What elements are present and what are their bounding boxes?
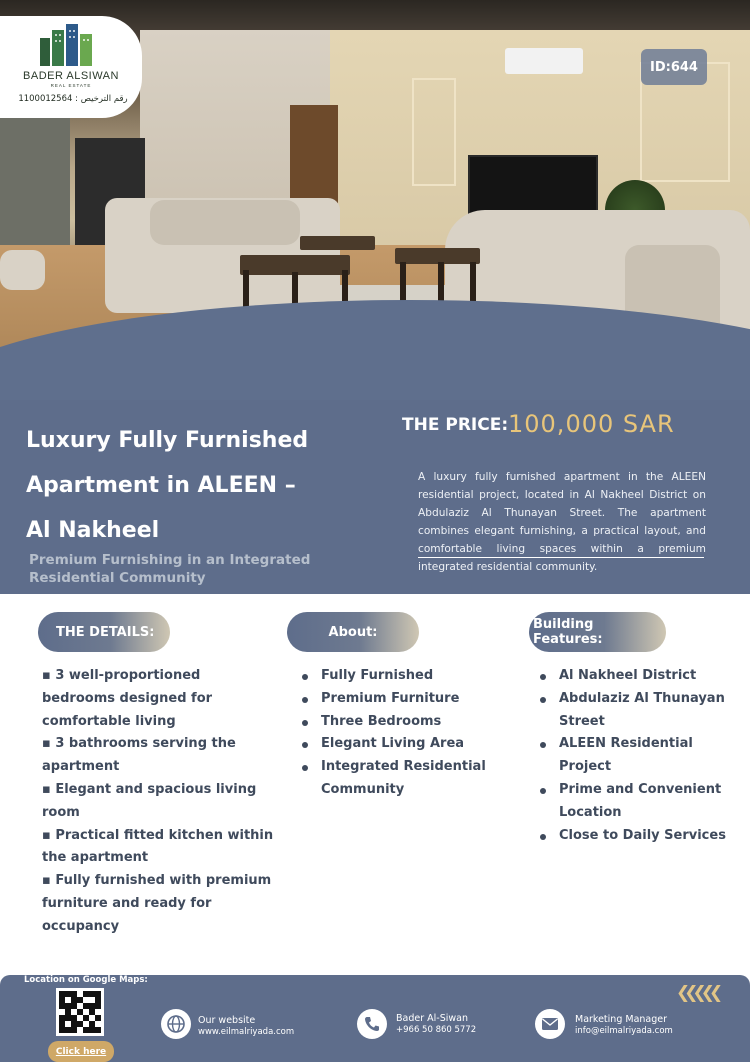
license-number: رقم الترخيص : 1100012564 bbox=[18, 94, 128, 104]
sofa-edge bbox=[0, 250, 45, 290]
mail-glyph bbox=[541, 1017, 559, 1031]
details-heading: THE DETAILS: bbox=[38, 612, 170, 652]
phone-glyph bbox=[363, 1015, 381, 1033]
about-item: Elegant Living Area bbox=[299, 733, 519, 756]
title-line: Luxury Fully Furnished bbox=[26, 428, 309, 453]
chevrons-decoration: ❮❮❮❮❮ bbox=[676, 983, 718, 1003]
detail-item: ▪ Elegant and spacious living room bbox=[42, 781, 257, 820]
air-conditioner bbox=[505, 48, 583, 74]
brand-name: BADER ALSIWAN bbox=[23, 70, 119, 82]
detail-item: ▪ Fully furnished with premium furniture and ready for occupancy bbox=[42, 873, 272, 934]
building-logo-icon bbox=[36, 24, 98, 68]
price-label: THE PRICE: bbox=[402, 415, 509, 435]
listing-description: A luxury fully furnished apartment in the ALEEN residential project, located in Al Nakheel District on Abdulaziz Al Thunayan Street. The apartment combines elegant furnishing, a practical layout, and comfortable living spaces within a premium integrated residential community. bbox=[418, 471, 706, 573]
about-item: Fully Furnished bbox=[299, 665, 519, 688]
about-item: Three Bedrooms bbox=[299, 711, 519, 734]
contact-phone[interactable]: +966 50 860 5772 bbox=[396, 1025, 477, 1035]
about-item: Premium Furniture bbox=[299, 688, 519, 711]
mail-icon bbox=[535, 1009, 565, 1039]
sofa-cushions bbox=[150, 200, 300, 245]
listing-subtitle: Premium Furnishing in an Integrated Residential Community bbox=[29, 552, 311, 586]
globe-icon bbox=[161, 1009, 191, 1039]
about-list bbox=[299, 665, 519, 802]
features-heading: Building Features: bbox=[529, 612, 666, 652]
description-underline bbox=[418, 557, 704, 558]
manager-title: Marketing Manager bbox=[575, 1014, 668, 1025]
details-list bbox=[42, 665, 277, 939]
logo-card bbox=[0, 16, 142, 118]
features-list bbox=[537, 665, 747, 847]
feature-item: ALEEN Residential Project bbox=[537, 733, 747, 779]
maps-label: Location on Google Maps: bbox=[24, 975, 148, 985]
globe-glyph bbox=[166, 1014, 186, 1034]
price-value: 100,000 SAR bbox=[508, 410, 675, 438]
about-item: Integrated Residential Community bbox=[299, 756, 519, 802]
detail-item: ▪ 3 well-proportioned bedrooms designed for comfortable living bbox=[42, 668, 213, 729]
phone-icon bbox=[357, 1009, 387, 1039]
about-heading: About: bbox=[287, 612, 419, 652]
detail-item: ▪ Practical fitted kitchen within the apartment bbox=[42, 827, 274, 866]
title-line: Apartment in ALEEN – bbox=[26, 473, 296, 498]
feature-item: Prime and Convenient Location bbox=[537, 779, 747, 825]
click-here-button[interactable]: Click here bbox=[48, 1041, 114, 1062]
listing-id-badge: ID:644 bbox=[641, 49, 707, 85]
feature-item: Al Nakheel District bbox=[537, 665, 747, 688]
contact-name: Bader Al-Siwan bbox=[396, 1013, 468, 1024]
brand-tagline: REAL ESTATE bbox=[50, 83, 92, 88]
listing-title bbox=[26, 418, 356, 553]
manager-email[interactable]: info@eilmalriyada.com bbox=[575, 1026, 673, 1036]
wall-panel bbox=[412, 78, 456, 186]
detail-item: ▪ 3 bathrooms serving the apartment bbox=[42, 736, 236, 775]
qr-pattern bbox=[59, 991, 101, 1033]
feature-item: Close to Daily Services bbox=[537, 825, 747, 848]
qr-code-icon[interactable] bbox=[56, 988, 104, 1036]
kitchen-cabinets bbox=[0, 110, 70, 250]
website-title: Our website bbox=[198, 1015, 256, 1026]
title-line: Al Nakheel bbox=[26, 518, 160, 543]
coffee-table bbox=[300, 236, 375, 250]
website-url[interactable]: www.eilmalriyada.com bbox=[198, 1027, 295, 1037]
feature-item: Abdulaziz Al Thunayan Street bbox=[537, 688, 747, 734]
